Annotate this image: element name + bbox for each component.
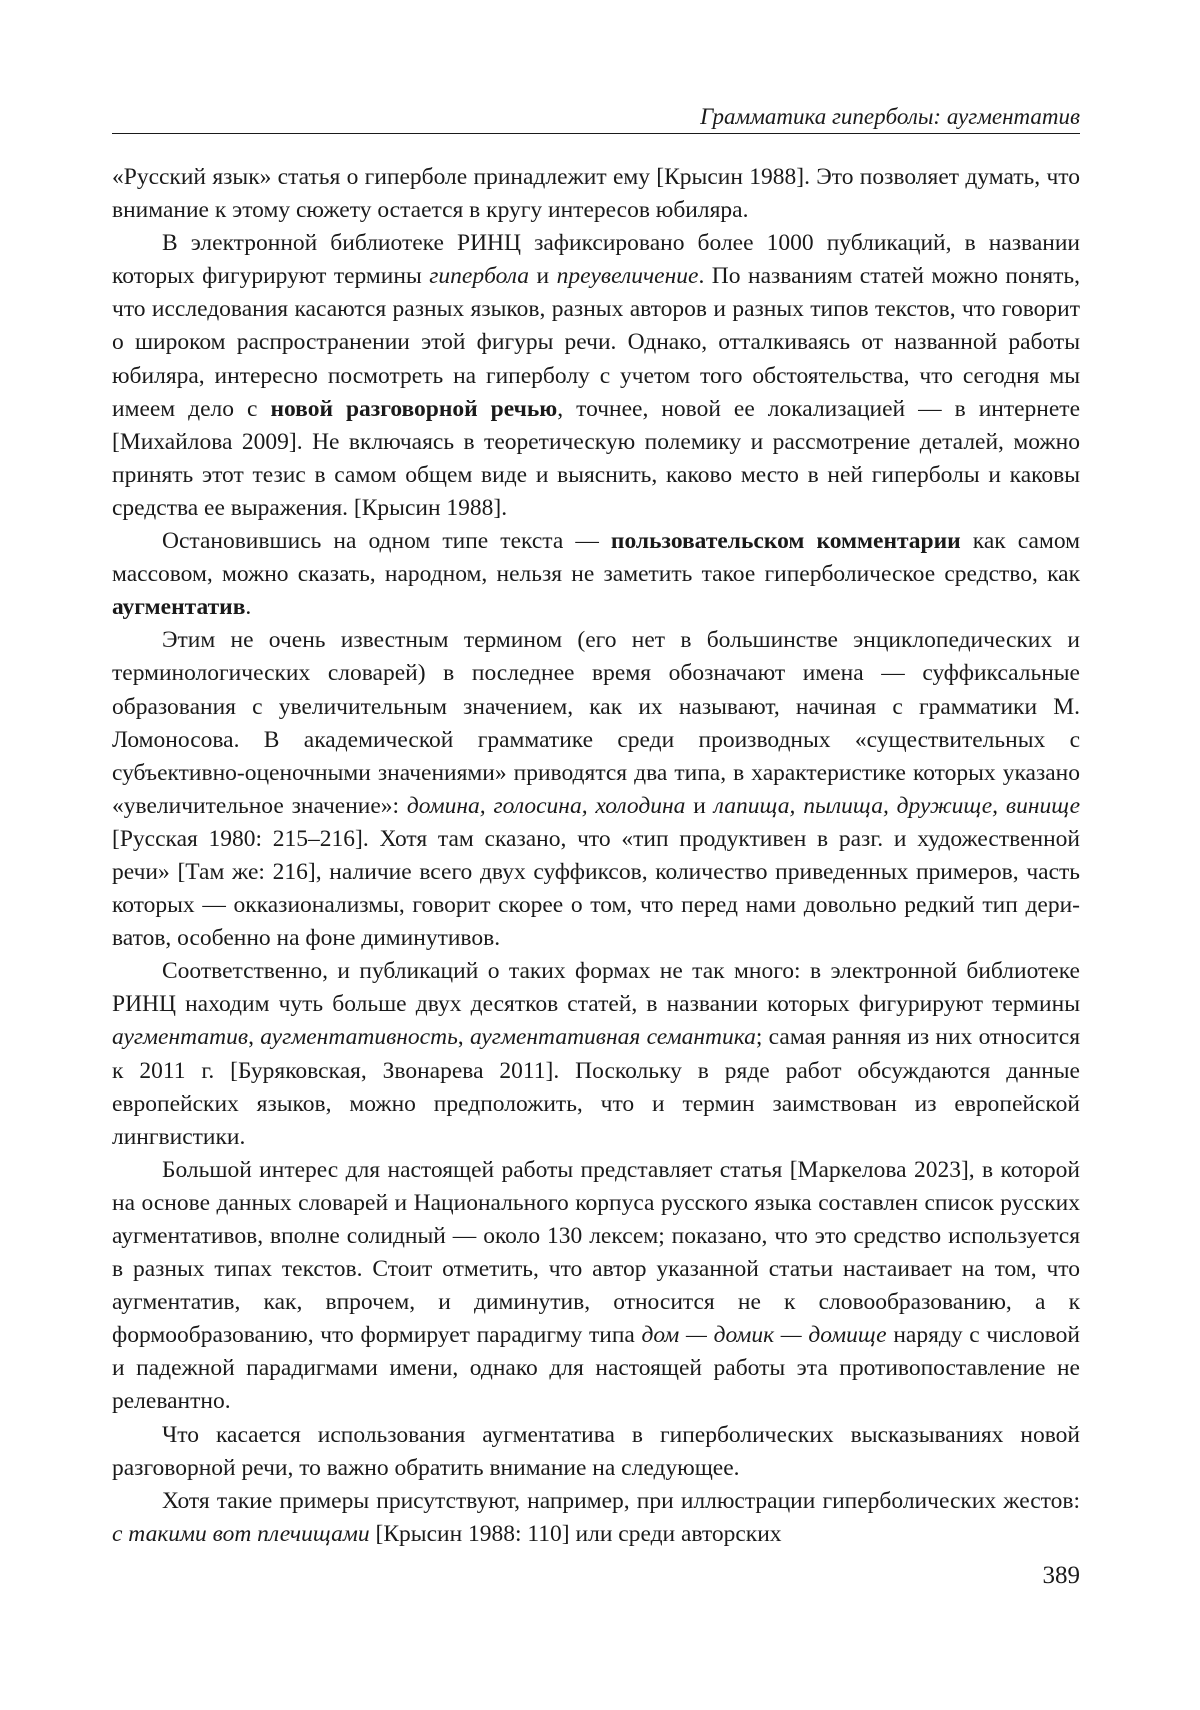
italic-term: гипербола — [429, 263, 530, 290]
italic-term: аугментативная семантика — [469, 1024, 756, 1051]
text-run: «Русский язык» статья о гиперболе принадлежит ему [Крысин 1988]. Это позволяет думать, что внимание к этому сюжету остается в кругу интересов юбиляра. — [112, 164, 1080, 224]
paragraph — [112, 525, 1080, 624]
text-run: Что касается использования аугментатива в гиперболических высказываниях новой разговорной речи, то важно обратить внимание на следующее. — [112, 1421, 1080, 1481]
italic-term: домина, голосина, холодина — [406, 792, 686, 819]
text-run: Остановившись на одном типе текста — — [162, 528, 611, 555]
italic-term: преувеличение — [556, 263, 699, 290]
text-run: ; самая ранняя из них относится к 2011 г. [Буряковская, Звонарева 2011]. Поскольку в ряде работ обсуждаются данные европейских языков, можно предположить, что и термин заимствован из европейской лингвистики. — [112, 1024, 1081, 1150]
italic-term: лапища, пылища, дружище, винище — [713, 792, 1080, 819]
text-run: Этим не очень известным термином (его нет в большинстве энциклопедических и терминологических словарей) в последнее время обозначают имена — суффиксальные образования с увеличительным значением, как их называют, начиная с грамматики М. Ломоносова. В академической грамматике среди производных «существительных с субъективно-оценочными значениями» приводятся два типа, в характеристике которых указано «увеличительное значение»: — [112, 627, 1080, 819]
paragraph — [112, 161, 1080, 227]
header-rule — [112, 133, 1080, 134]
text-run: . По названиям статей можно понять, что исследования касаются разных языков, разных авторов и разных типов текстов, что говорит о широком распространении этой фигуры речи. Однако, отталкиваясь от названной работы юбиляра, интересно посмотреть на гиперболу с учетом того обстоятельства, что сегодня мы имеем дело с — [112, 263, 1081, 422]
text-run: как самом массовом, можно сказать, народном, нельзя не заметить такое гиперболическое средство, как — [112, 528, 1080, 588]
bold-term: пользовательском комментарии — [610, 528, 961, 555]
paragraph — [112, 1485, 1080, 1551]
text-run: Большой интерес для настоящей работы представляет статья [Маркелова 2023], в которой на основе данных словарей и Национального корпуса русского языка составлен список русских аугментативов, вполне солидный — около 130 лексем; показано, что это средство используется в разных типах текстов. Стоит отметить, что автор указанной статьи настаивает на том, что аугментатив, как, впрочем, и диминутив, относится не к словообразованию, а к формообразованию, что формирует парадигму типа — [112, 1156, 1080, 1349]
paragraph — [112, 955, 1080, 1154]
paragraph — [112, 1154, 1080, 1419]
text-run: , точнее, новой ее локализацией — в интернете [Михайлова 2009]. Не включаясь в теоретическую полемику и рассмотрение деталей, можно принять этот тезис в самом общем виде и выяснить, каково место в ней гиперболы и каковы средства ее выражения. [Крысин 1988]. — [112, 395, 1081, 521]
italic-term: аугментативность — [260, 1024, 458, 1051]
text-run: Хотя такие примеры присутствуют, например, при иллюстрации гиперболических жестов: — [162, 1487, 1080, 1514]
body-text — [112, 161, 1080, 1551]
paragraph — [112, 1419, 1080, 1485]
text-run: Соответственно, и публикаций о таких формах не так много: в электронной библиотеке РИНЦ находим чуть больше двух десятков статей, в названии которых фигурируют термины — [112, 958, 1080, 1018]
text-run: и — [529, 263, 557, 290]
italic-term: с такими вот плечищами — [112, 1520, 370, 1547]
text-run: [Крысин 1988: 110] или среди авторских — [369, 1520, 782, 1547]
text-run: , — [457, 1024, 470, 1051]
text-run: и — [685, 792, 714, 819]
text-run: . — [245, 594, 252, 621]
page-number: 389 — [1042, 1562, 1080, 1589]
running-head: Грамматика гиперболы: аугментатив — [700, 104, 1080, 129]
bold-term: новой разговорной речью — [270, 395, 558, 422]
paragraph — [112, 624, 1080, 955]
italic-term: аугментатив — [112, 1024, 249, 1051]
paragraph — [112, 227, 1080, 525]
bold-term: аугментатив — [112, 594, 246, 621]
text-run: наряду с числовой и падежной парадигмами имени, однако для настоящей работы эта противопоставление не релевантно. — [112, 1322, 1080, 1415]
text-run: , — [248, 1024, 261, 1051]
italic-term: дом — домик — домище — [641, 1322, 887, 1349]
text-run: [Русская 1980: 215–216]. Хотя там сказано, что «тип продуктивен в разг. и художественной речи» [Там же: 216], наличие всего двух суффиксов, количество приведенных примеров, часть которых — окказионализмы, говорит скорее о том, что перед нами довольно редкий тип дериватов, особенно на фоне диминутивов. — [112, 825, 1080, 952]
text-run: В электронной библиотеке РИНЦ зафиксировано более 1000 публикаций, в названии которых фигурируют термины — [112, 230, 1080, 290]
